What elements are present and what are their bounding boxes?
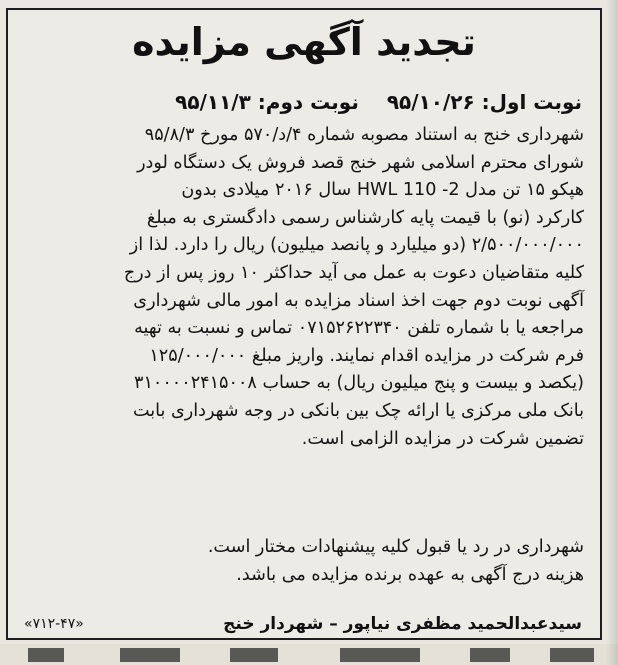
- adjacent-ad-fragment: [0, 644, 618, 665]
- body-line: شورای محترم اسلامی شهر خنج قصد فروش یک دستگاه لودر: [137, 152, 584, 173]
- closing-line: شهرداری در رد یا قبول کلیه پیشنهادات مختار است.: [207, 537, 584, 557]
- body-line: آگهی نوبت دوم جهت اخذ اسناد مزایده به امور مالی شهرداری: [133, 290, 584, 311]
- ad-code: «۷۱۲-۴۷»: [24, 616, 84, 632]
- ad-title: تجدید آگهی مزایده: [132, 20, 476, 64]
- body-line: شهرداری خنج به استناد مصوبه شماره ۴/د/۵۷۰ مورخ ۹۵/۸/۳: [144, 125, 584, 145]
- body-line: (یکصد و بیست و پنج میلیون ریال) به حساب ۳۱۰۰۰۰۲۴۱۵۰۰۸: [134, 373, 584, 394]
- body-line: تضمین شرکت در مزایده الزامی است.: [301, 428, 584, 449]
- ad-closing: [26, 534, 584, 589]
- ad-body: [26, 122, 584, 453]
- signature-row: [24, 614, 582, 634]
- page-edge-shadow: [606, 0, 618, 665]
- body-line: کلیه متقاضیان دعوت به عمل می آید حداکثر ۱۰ روز پس از درج: [123, 262, 584, 283]
- body-line: هپکو ۱۵ تن مدل HWL 110 -2 سال ۲۰۱۶ میلادی بدون: [181, 180, 584, 201]
- body-line: بانک ملی مرکزی یا ارائه چک بین بانکی در وجه شهرداری بابت: [132, 400, 584, 421]
- notice-dates: [38, 90, 582, 114]
- body-line: ۲/۵۰۰/۰۰۰/۰۰۰ (دو میلیارد و پانصد میلیون) ریال را دارد. لذا از: [129, 235, 584, 256]
- closing-line: هزینه درج آگهی به عهده برنده مزایده می باشد.: [236, 564, 584, 585]
- advertisement-box: [6, 8, 602, 640]
- body-line: فرم شرکت در مزایده اقدام نمایند. واریز مبلغ ۱۲۵/۰۰۰/۰۰۰: [149, 345, 584, 366]
- body-line: کارکرد (نو) با قیمت پایه کارشناس رسمی دادگستری به مبلغ: [146, 207, 584, 228]
- first-notice-date: نوبت اول: ۹۵/۱۰/۲۶: [386, 90, 582, 114]
- second-notice-date: نوبت دوم: ۹۵/۱۱/۳: [175, 90, 359, 114]
- body-line: مراجعه یا با شماره تلفن ۰۷۱۵۲۶۲۲۳۴۰ تماس و نسبت به تهیه: [134, 318, 584, 339]
- signature: سیدعبدالحمید مظفری نیاپور – شهردار خنج: [223, 614, 582, 634]
